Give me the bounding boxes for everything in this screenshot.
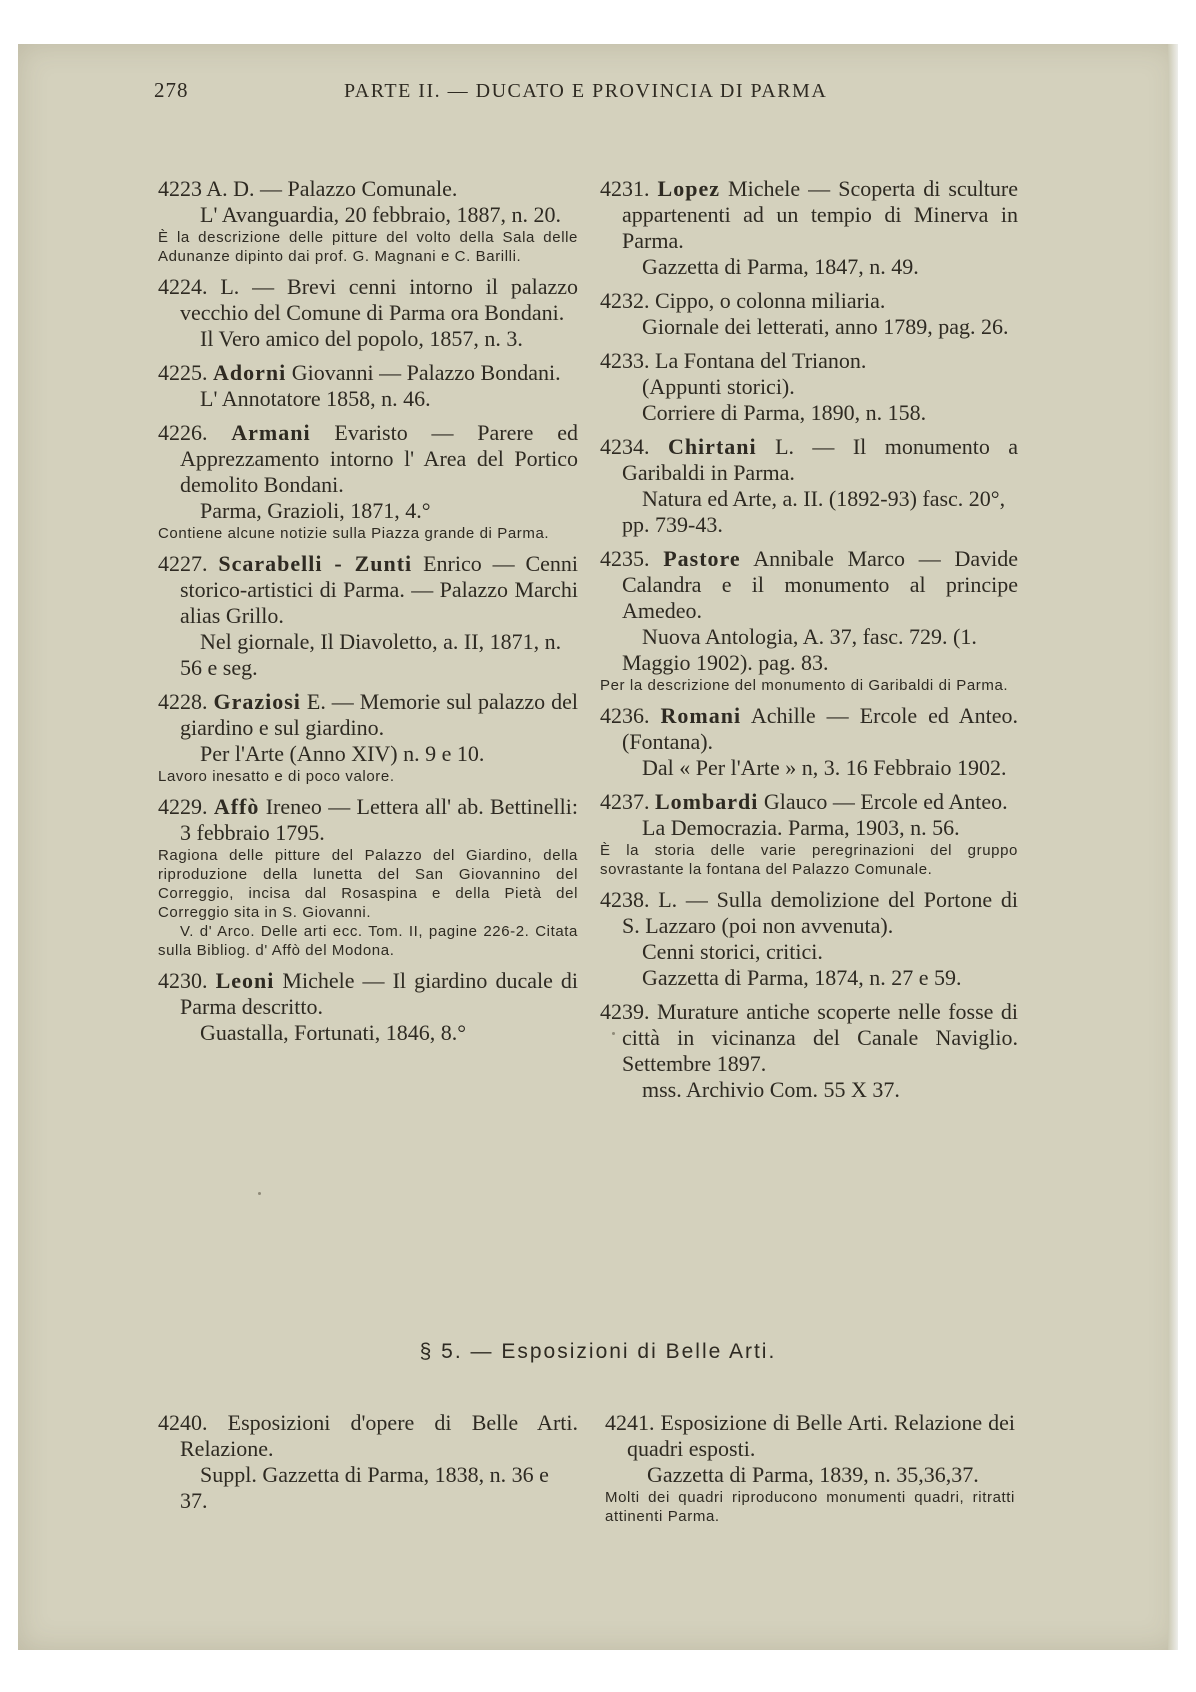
- entry-author: Affò: [213, 794, 260, 819]
- entry-number: 4231.: [600, 176, 650, 201]
- entry-note: Per la descrizione del monumento di Garibaldi di Parma.: [600, 677, 1009, 694]
- entry-heading: [600, 703, 1018, 755]
- entry-source: Nuova Antologia, A. 37, fasc. 729. (1. Maggio 1902). pag. 83.: [622, 624, 977, 675]
- entry-number: 4229.: [158, 794, 208, 819]
- bibliography-entry: [600, 288, 1018, 340]
- bibliography-entry: [158, 794, 578, 960]
- entry-source: (Appunti storici).: [642, 374, 795, 399]
- entry-note: Molti dei quadri riproducono monumenti quadri, ritratti attinenti Parma.: [605, 1489, 1015, 1525]
- entry-number: 4226.: [158, 420, 208, 445]
- entry-heading: [158, 689, 578, 741]
- section-title: § 5. — Esposizioni di Belle Arti.: [419, 1340, 777, 1363]
- entry-title: Giovanni — Palazzo Bondani.: [291, 360, 561, 385]
- entry-heading: 4232. Cippo, o colonna miliaria.: [600, 288, 886, 313]
- entry-note: È la descrizione delle pitture del volto della Sala delle Adunanze dipinto dai prof. G. Magnani e C. Barilli.: [158, 229, 578, 265]
- bibliography-entry: [600, 348, 1018, 426]
- entry-note: È la storia delle varie peregrinazioni del gruppo sovrastante la fontana del Palazzo Comunale.: [600, 842, 1018, 878]
- bibliography-entry: [600, 546, 1018, 695]
- entry-title: L. — Il monumento a Garibaldi in Parma.: [622, 434, 1019, 485]
- entry-source: Gazzetta di Parma, 1874, n. 27 e 59.: [642, 965, 962, 990]
- bibliography-entry: [600, 176, 1018, 280]
- entry-heading: [600, 434, 1018, 486]
- entry-title: Achille — Ercole ed Anteo. (Fontana).: [622, 703, 1018, 754]
- entry-heading: [158, 968, 578, 1020]
- entry-source: Parma, Grazioli, 1871, 4.°: [200, 498, 431, 523]
- page-header: [154, 78, 946, 118]
- entry-heading: 4223 A. D. — Palazzo Comunale.: [158, 176, 458, 201]
- entry-source: Suppl. Gazzetta di Parma, 1838, n. 36 e 37.: [180, 1462, 549, 1513]
- entry-source: Nel giornale, Il Diavoletto, a. II, 1871, n. 56 e seg.: [180, 629, 562, 680]
- entry-source: Per l'Arte (Anno XIV) n. 9 e 10.: [200, 741, 485, 766]
- bibliography-entry: [158, 274, 578, 352]
- bibliography-entry: [158, 551, 578, 681]
- entry-author: Lopez: [657, 176, 720, 201]
- entry-author: Chirtani: [667, 434, 757, 459]
- entry-heading: [158, 360, 578, 386]
- left-column: [158, 176, 578, 1054]
- entry-author: Lombardi: [655, 789, 759, 814]
- entry-title: Glauco — Ercole ed Anteo.: [763, 789, 1008, 814]
- running-title: PARTE II. — DUCATO E PROVINCIA DI PARMA: [344, 80, 828, 102]
- entry-author: Leoni: [215, 968, 275, 993]
- right-column: [600, 176, 1018, 1111]
- bibliography-entry: [600, 789, 1018, 879]
- entry-title: Michele — Scoperta di sculture appartenenti ad un tempio di Minerva in Parma.: [622, 176, 1019, 253]
- entry-source: Cenni storici, critici.: [642, 939, 823, 964]
- entry-heading: 4238. L. — Sulla demolizione del Portone di S. Lazzaro (poi non avvenuta).: [600, 887, 1018, 938]
- entry-heading: 4233. La Fontana del Trianon.: [600, 348, 867, 373]
- entry-source: Corriere di Parma, 1890, n. 158.: [642, 400, 927, 425]
- entry-heading: 4224. L. — Brevi cenni intorno il palazzo vecchio del Comune di Parma ora Bondani.: [158, 274, 578, 325]
- entry-number: 4236.: [600, 703, 650, 728]
- entry-source: Dal « Per l'Arte » n, 3. 16 Febbraio 1902.: [642, 755, 1007, 780]
- entry-author: Pastore: [663, 546, 741, 571]
- entry-heading: 4239. Murature antiche scoperte nelle fosse di città in vicinanza del Canale Naviglio. Settembre 1897.: [600, 999, 1018, 1076]
- entry-number: 4237.: [600, 789, 650, 814]
- entry-note: Lavoro inesatto e di poco valore.: [158, 768, 395, 785]
- entry-title: Enrico — Cenni storico-artistici di Parma. — Palazzo Marchi alias Grillo.: [180, 551, 579, 628]
- entry-heading: 4240. Esposizioni d'opere di Belle Arti. Relazione.: [158, 1410, 578, 1461]
- entry-title: Michele — Il giardino ducale di Parma descritto.: [180, 968, 579, 1019]
- bibliography-entry: [158, 420, 578, 543]
- entry-number: 4230.: [158, 968, 208, 993]
- entry-author: Armani: [231, 420, 311, 445]
- entry-author: Graziosi: [213, 689, 301, 714]
- entry-heading: 4241. Esposizione di Belle Arti. Relazione dei quadri esposti.: [605, 1410, 1015, 1461]
- page-number: 278: [154, 78, 189, 102]
- entry-number: 4235.: [600, 546, 650, 571]
- bottom-right-column: [605, 1410, 1015, 1534]
- entry-source: Il Vero amico del popolo, 1857, n. 3.: [200, 326, 523, 351]
- entry-source: La Democrazia. Parma, 1903, n. 56.: [642, 815, 960, 840]
- speck: [258, 1192, 261, 1195]
- bibliography-entry: [158, 1410, 578, 1514]
- bibliography-entry: [600, 999, 1018, 1103]
- entry-heading: [600, 546, 1018, 624]
- entry-number: 4225.: [158, 360, 208, 385]
- bibliography-entry: [158, 360, 578, 412]
- bibliography-entry: [600, 434, 1018, 538]
- entry-number: 4227.: [158, 551, 208, 576]
- bibliography-entry: [158, 176, 578, 266]
- entry-source: Guastalla, Fortunati, 1846, 8.°: [200, 1020, 467, 1045]
- entry-note: Contiene alcune notizie sulla Piazza grande di Parma.: [158, 525, 550, 542]
- entry-author: Scarabelli - Zunti: [218, 551, 413, 576]
- entry-title: E. — Memorie sul palazzo del giardino e sul giardino.: [180, 689, 578, 740]
- bibliography-entry: [600, 887, 1018, 991]
- page-edge: [1168, 44, 1178, 1650]
- entry-source: Gazzetta di Parma, 1839, n. 35,36,37.: [647, 1462, 979, 1487]
- entry-author: Romani: [660, 703, 742, 728]
- bibliography-entry: [158, 968, 578, 1046]
- entry-source: Gazzetta di Parma, 1847, n. 49.: [642, 254, 919, 279]
- bibliography-entry: [605, 1410, 1015, 1526]
- entry-note: Ragiona delle pitture del Palazzo del Giardino, della riproduzione della lunetta del San Giovannino del Correggio, incisa dal Rosaspina e della Pietà del Correggio sita in S. Giovanni.: [158, 847, 578, 921]
- entry-title: Annibale Marco — Davide Calandra e il monumento al principe Amedeo.: [622, 546, 1018, 623]
- entry-title: Ireneo — Lettera all' ab. Bettinelli: 3 febbraio 1795.: [180, 794, 579, 845]
- entry-title: Evaristo — Parere ed Apprezzamento intorno l' Area del Portico demolito Bondani.: [180, 420, 578, 497]
- entry-source: L' Annotatore 1858, n. 46.: [200, 386, 431, 411]
- entry-source: L' Avanguardia, 20 febbraio, 1887, n. 20.: [200, 202, 561, 227]
- bottom-left-column: [158, 1410, 578, 1522]
- entry-number: 4234.: [600, 434, 650, 459]
- entry-source: Giornale dei letterati, anno 1789, pag. 26.: [642, 314, 1009, 339]
- entry-source: Natura ed Arte, a. II. (1892-93) fasc. 20°, pp. 739-43.: [622, 486, 1006, 537]
- entry-number: 4228.: [158, 689, 208, 714]
- entry-author: Adorni: [213, 360, 287, 385]
- entry-heading: [158, 420, 578, 498]
- entry-source: mss. Archivio Com. 55 X 37.: [642, 1077, 900, 1102]
- bibliography-entry: [600, 703, 1018, 781]
- entry-heading: [158, 794, 578, 846]
- entry-heading: [600, 789, 1018, 815]
- bibliography-entry: [158, 689, 578, 786]
- entry-heading: [600, 176, 1018, 254]
- entry-heading: [158, 551, 578, 629]
- entry-note: V. d' Arco. Delle arti ecc. Tom. II, pagine 226-2. Citata sulla Bibliog. d' Affò del Modona.: [158, 923, 578, 959]
